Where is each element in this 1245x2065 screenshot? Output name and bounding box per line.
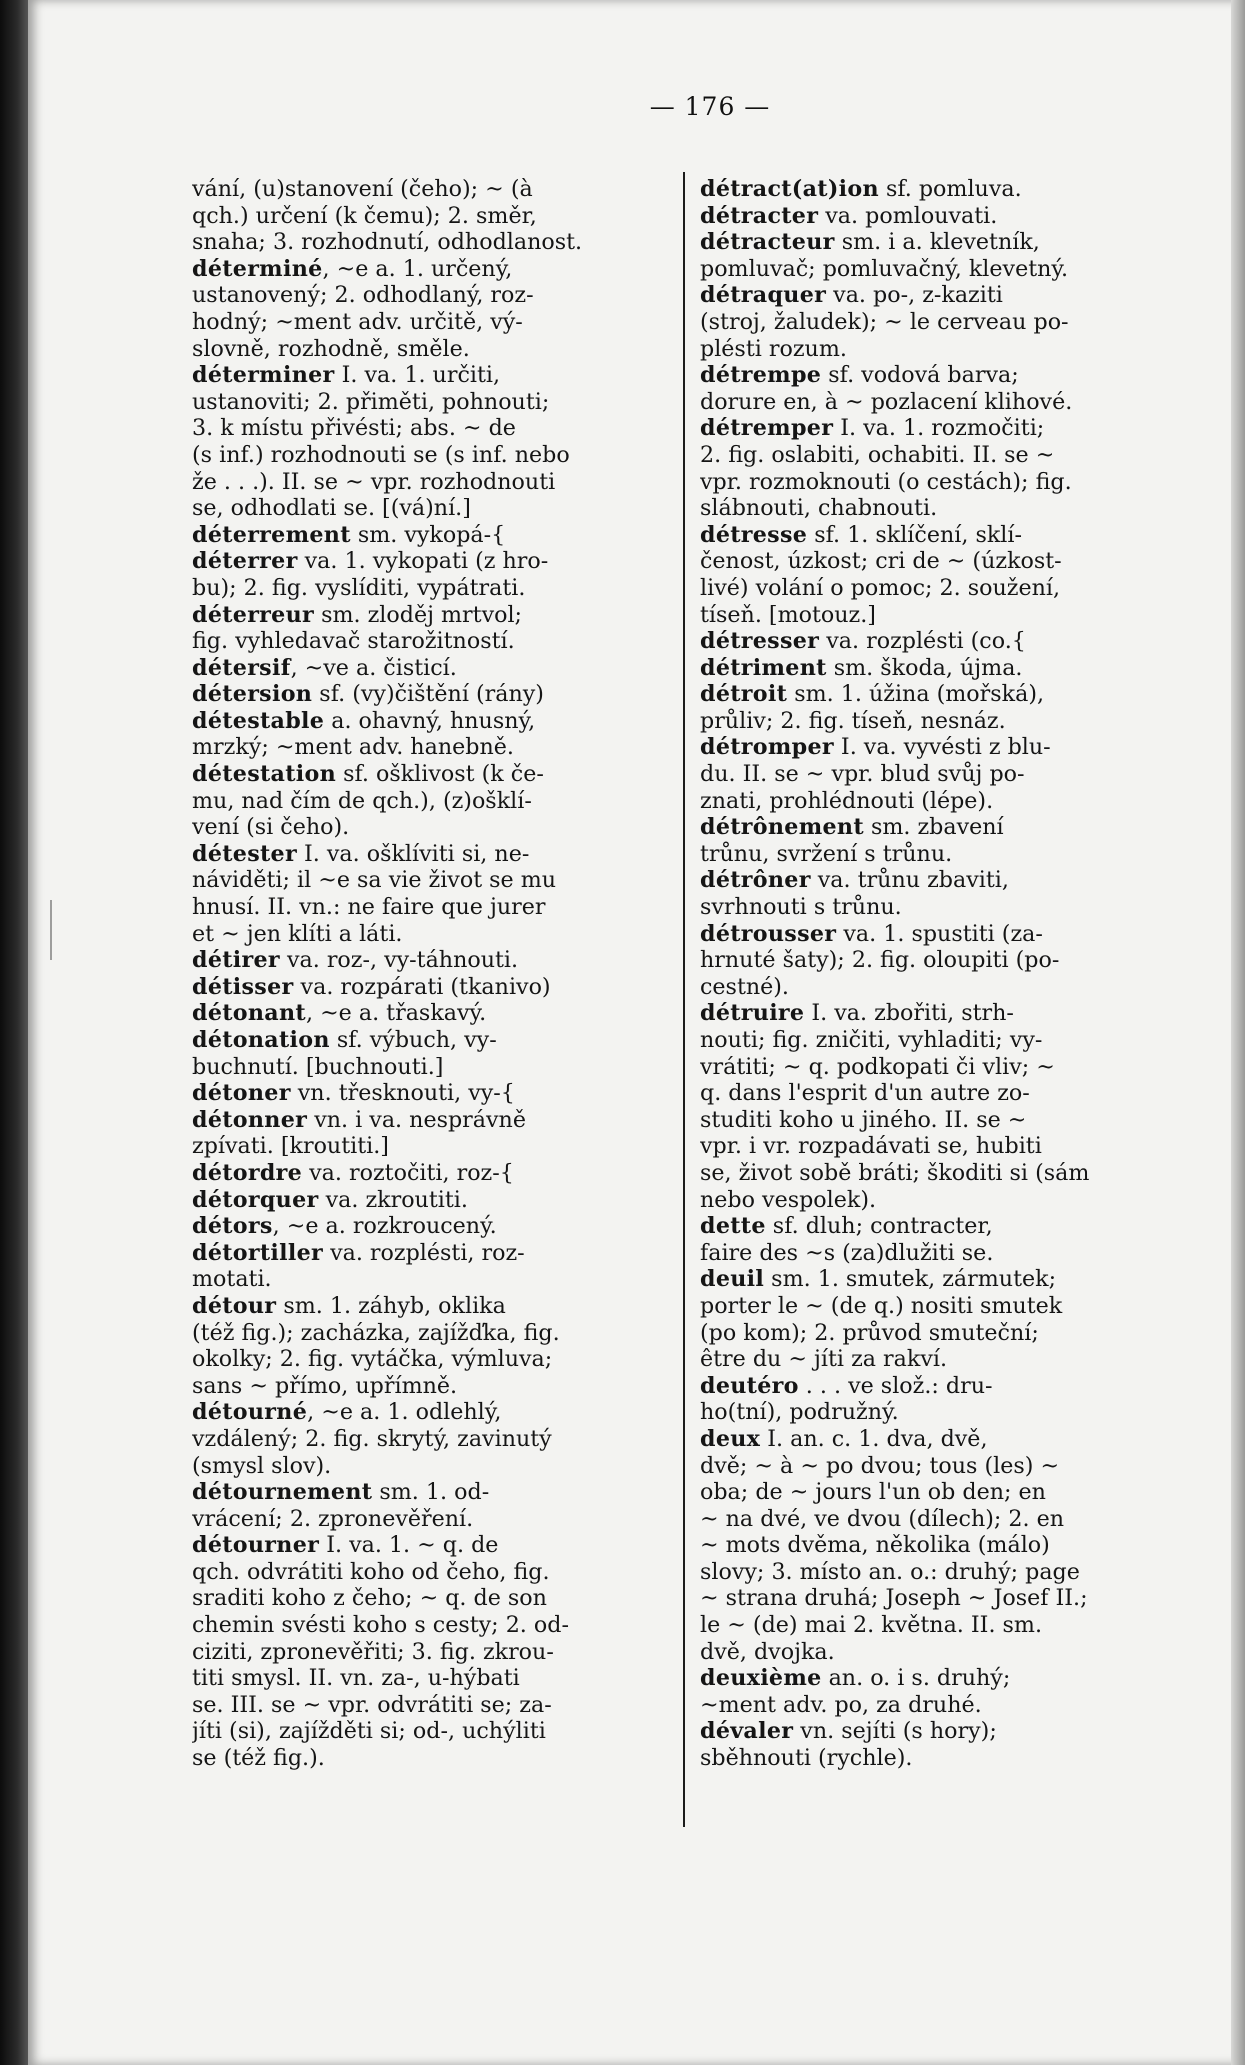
entry-line: mrzký; ~ment adv. hanebně. — [192, 734, 514, 761]
entry-line: dvě; ~ à ~ po dvou; tous (les) ~ — [700, 1452, 1060, 1479]
headword: détresser — [700, 628, 820, 655]
headword: détroit — [700, 681, 788, 708]
entry-line: détorquer va. zkroutiti. — [192, 1186, 468, 1213]
entry-line: čenost, úzkost; cri de ~ (úzkost- — [700, 548, 1062, 575]
column-divider — [683, 172, 685, 1827]
headword: détruire — [700, 1000, 805, 1027]
headword: détournement — [192, 1479, 373, 1506]
entry-line: détruire I. va. zbořiti, strh- — [700, 1000, 1014, 1027]
entry-line: détourné, ~e a. 1. odlehlý, — [192, 1399, 502, 1426]
headword: détrousser — [700, 920, 837, 947]
entry-line: détestable a. ohavný, hnusný, — [192, 707, 536, 734]
entry-line: se. III. se ~ vpr. odvrátiti se; za- — [192, 1691, 552, 1718]
entry-line: détremper I. va. 1. rozmočiti; — [700, 415, 1045, 442]
entry-line: dévaler vn. sejíti (s hory); — [700, 1718, 997, 1745]
margin-mark — [50, 900, 52, 960]
entry-line: détourner I. va. 1. ~ q. de — [192, 1532, 499, 1559]
entry-line: ~ strana druhá; Joseph ~ Josef II.; — [700, 1585, 1088, 1612]
entry-line: détrousser va. 1. spustiti (za- — [700, 920, 1043, 947]
entry-line: deutéro . . . ve slož.: dru- — [700, 1372, 993, 1399]
entry-line: détonation sf. výbuch, vy- — [192, 1027, 497, 1053]
entry-line: ~ mots dvěma, několika (málo) — [700, 1532, 1050, 1559]
entry-line: sběhnouti (rychle). — [700, 1745, 913, 1772]
entry-line: motati. — [192, 1266, 272, 1293]
entry-line: détrônement sm. zbavení — [700, 814, 1004, 841]
entry-line: détresse sf. 1. sklíčení, sklí- — [700, 521, 1022, 548]
headword: détremper — [700, 415, 834, 442]
headword: deux — [700, 1425, 761, 1452]
entry-line: détisser va. rozpárati (tkanivo) — [192, 973, 551, 1000]
entry-line: fig. vyhledavač starožitností. — [192, 628, 515, 655]
headword: détestation — [192, 761, 337, 788]
headword: déterreur — [192, 601, 315, 628]
entry-line: sans ~ přímo, upřímně. — [192, 1372, 458, 1399]
entry-line: znati, prohlédnouti (lépe). — [700, 787, 994, 814]
entry-line: deux I. an. c. 1. dva, dvě, — [700, 1425, 988, 1452]
entry-line: qch. odvrátiti koho od čeho, fig. — [192, 1558, 550, 1585]
entry-line: vzdálený; 2. fig. skrytý, zavinutý — [192, 1425, 552, 1452]
headword: détorquer — [192, 1186, 319, 1213]
left-column — [192, 176, 670, 1772]
entry-line: náviděti; il ~e sa vie život se mu — [192, 867, 557, 894]
headword: détresse — [700, 521, 808, 548]
entry-line: détriment sm. škoda, újma. — [700, 654, 1023, 681]
entry-line: détoner vn. třesknouti, vy-{ — [192, 1080, 515, 1107]
headword: déterminé — [192, 255, 323, 282]
headword: détromper — [700, 734, 834, 761]
headword: détrempe — [700, 362, 822, 389]
headword: détoner — [192, 1080, 291, 1107]
entry-line: nebo vespolek). — [700, 1186, 877, 1213]
entry-line: svrhnouti s trůnu. — [700, 894, 902, 921]
headword: détracteur — [700, 229, 835, 256]
entry-line: zpívati. [kroutiti.] — [192, 1133, 389, 1160]
entry-line: détors, ~e a. rozkroucený. — [192, 1213, 497, 1240]
entry-line: okolky; 2. fig. vytáčka, výmluva; — [192, 1346, 553, 1373]
entry-line: hodný; ~ment adv. určitě, vý- — [192, 308, 523, 335]
entry-line: q. dans l'esprit d'un autre zo- — [700, 1080, 1030, 1107]
headword: détourné — [192, 1399, 308, 1426]
entry-line: détraquer va. po-, z-kaziti — [700, 282, 1003, 309]
entry-line: détract(at)ion sf. pomluva. — [700, 176, 1022, 202]
entry-line: chemin svésti koho s cesty; 2. od- — [192, 1612, 569, 1639]
headword: détors — [192, 1213, 273, 1240]
entry-line: dette sf. dluh; contracter, — [700, 1213, 993, 1240]
entry-line: ustanoviti; 2. přiměti, pohnouti; — [192, 388, 550, 415]
entry-line: deuxième an. o. i s. druhý; — [700, 1665, 1011, 1692]
entry-line: vpr. i vr. rozpadávati se, hubiti — [700, 1133, 1042, 1160]
headword: deuil — [700, 1266, 765, 1293]
entry-line: détracter va. pomlouvati. — [700, 202, 998, 229]
headword: dette — [700, 1213, 766, 1240]
entry-line: ~ na dvé, ve dvou (dílech); 2. en — [700, 1505, 1065, 1532]
entry-line: détrôner va. trůnu zbaviti, — [700, 867, 1009, 894]
entry-line: déterreur sm. zloděj mrtvol; — [192, 601, 523, 628]
headword: détriment — [700, 654, 827, 681]
entry-line: snaha; 3. rozhodnutí, odhodlanost. — [192, 229, 583, 256]
headword: détracter — [700, 202, 819, 229]
entry-line: déterminer I. va. 1. určiti, — [192, 362, 501, 389]
entry-line: oba; de ~ jours l'un ob den; en — [700, 1479, 1046, 1506]
headword: détrônement — [700, 814, 864, 841]
headword: deutéro — [700, 1372, 799, 1399]
headword: déterrer — [192, 548, 298, 575]
headword: détersif — [192, 654, 291, 681]
entry-line: (po kom); 2. průvod smuteční; — [700, 1319, 1039, 1346]
entry-line: se, odhodlati se. [(vá)ní.] — [192, 495, 471, 522]
entry-line: buchnutí. [buchnouti.] — [192, 1053, 444, 1080]
entry-line: trůnu, svržení s trůnu. — [700, 840, 953, 867]
entry-line: ciziti, zpronevěřiti; 3. fig. zkrou- — [192, 1638, 554, 1665]
entry-line: déterminé, ~e a. 1. určený, — [192, 255, 513, 282]
entry-line: slovy; 3. místo an. o.: druhý; page — [700, 1558, 1080, 1585]
headword: détrôner — [700, 867, 811, 894]
entry-line: dvě, dvojka. — [700, 1638, 835, 1665]
entry-line: slovně, rozhodně, směle. — [192, 335, 470, 362]
entry-line: hrnuté šaty); 2. fig. oloupiti (po- — [700, 947, 1060, 974]
entry-line: déterrement sm. vykopá-{ — [192, 521, 506, 548]
headword: détraquer — [700, 282, 827, 309]
entry-line: ustanovený; 2. odhodlaný, roz- — [192, 282, 534, 309]
page-edge — [1231, 0, 1245, 2065]
book-binding-shadow — [0, 0, 28, 2065]
headword: détirer — [192, 947, 280, 974]
entry-line: hnusí. II. vn.: ne faire que jurer — [192, 894, 546, 921]
entry-line: porter le ~ (de q.) nositi smutek — [700, 1292, 1063, 1319]
entry-line: détestation sf. ošklivost (k če- — [192, 761, 544, 788]
headword: détonner — [192, 1106, 308, 1133]
right-column — [700, 176, 1182, 1772]
entry-line: studiti koho u jiného. II. se ~ — [700, 1106, 1027, 1133]
entry-line: détour sm. 1. záhyb, oklika — [192, 1292, 506, 1319]
entry-line: ~ment adv. po, za druhé. — [700, 1691, 982, 1718]
entry-line: livé) volání o pomoc; 2. soužení, — [700, 574, 1061, 601]
entry-line: plésti rozum. — [700, 335, 847, 362]
entry-line: (s inf.) rozhodnouti se (s inf. nebo — [192, 441, 570, 468]
entry-line: le ~ (de) mai 2. května. II. sm. — [700, 1612, 1043, 1639]
entry-line: détrempe sf. vodová barva; — [700, 362, 1019, 389]
headword: détordre — [192, 1159, 303, 1186]
entry-line: pomluvač; pomluvačný, klevetný. — [700, 255, 1069, 282]
entry-line: détortiller va. rozplésti, roz- — [192, 1239, 525, 1266]
entry-line: slábnouti, chabnouti. — [700, 495, 938, 522]
entry-line: vpr. rozmoknouti (o cestách); fig. — [700, 468, 1072, 495]
page-number: — 176 — — [649, 92, 771, 121]
entry-line: titi smysl. II. vn. za-, u-hýbati — [192, 1665, 520, 1692]
entry-line: (stroj, žaludek); ~ le cerveau po- — [700, 308, 1069, 335]
headword: détract(at)ion — [700, 176, 879, 202]
entry-line: détordre va. roztočiti, roz-{ — [192, 1159, 514, 1186]
entry-line: être du ~ jíti za rakví. — [700, 1346, 947, 1373]
entry-line: vení (si čeho). — [192, 814, 350, 841]
entry-line: jíti (si), zajížděti si; od-, uchýliti — [192, 1718, 546, 1745]
entry-line: détonner vn. i va. nesprávně — [192, 1106, 526, 1133]
entry-line: détersif, ~ve a. čisticí. — [192, 654, 457, 681]
headword: dévaler — [700, 1718, 794, 1745]
entry-line: détonant, ~e a. třaskavý. — [192, 1000, 487, 1027]
entry-line: se, život sobě bráti; škoditi si (sám — [700, 1159, 1090, 1186]
headword: détersion — [192, 681, 313, 708]
entry-line: 3. k místu přivésti; abs. ~ de — [192, 415, 516, 442]
entry-line: détirer va. roz-, vy-táhnouti. — [192, 947, 519, 974]
headword: détonant — [192, 1000, 306, 1027]
headword: détestable — [192, 707, 325, 734]
entry-line: průliv; 2. fig. tíseň, nesnáz. — [700, 707, 1006, 734]
entry-line: détromper I. va. vyvésti z blu- — [700, 734, 1051, 761]
entry-line: deuil sm. 1. smutek, zármutek; — [700, 1266, 1057, 1293]
entry-line: tíseň. [motouz.] — [700, 601, 876, 628]
entry-line: nouti; fig. zničiti, vyhladiti; vy- — [700, 1027, 1043, 1053]
entry-line: déterrer va. 1. vykopati (z hro- — [192, 548, 549, 575]
entry-line: 2. fig. oslabiti, ochabiti. II. se ~ — [700, 441, 1055, 468]
entry-line: sraditi koho z čeho; ~ q. de son — [192, 1585, 547, 1612]
headword: deuxième — [700, 1665, 822, 1692]
entry-line: qch.) určení (k čemu); 2. směr, — [192, 202, 537, 229]
entry-line: détresser va. rozplésti (co.{ — [700, 628, 1026, 655]
entry-line: mu, nad čím de qch.), (z)ošklí- — [192, 787, 532, 814]
headword: détester — [192, 840, 297, 867]
entry-line: détournement sm. 1. od- — [192, 1479, 490, 1506]
entry-line: (též fig.); zacházka, zajížďka, fig. — [192, 1319, 560, 1346]
entry-line: détroit sm. 1. úžina (mořská), — [700, 681, 1045, 708]
headword: détonation — [192, 1027, 330, 1053]
entry-line: vrátiti; ~ q. podkopati či vliv; ~ — [700, 1053, 1055, 1080]
entry-line: et ~ jen klíti a láti. — [192, 920, 403, 947]
entry-line: détracteur sm. i a. klevetník, — [700, 229, 1040, 256]
entry-line: vání, (u)stanovení (čeho); ~ (à — [192, 176, 533, 202]
entry-line: (smysl slov). — [192, 1452, 332, 1479]
entry-line: du. II. se ~ vpr. blud svůj po- — [700, 761, 1025, 788]
entry-line: faire des ~s (za)dlužiti se. — [700, 1239, 994, 1266]
entry-line: détersion sf. (vy)čištění (rány) — [192, 681, 544, 708]
headword: déterrement — [192, 521, 351, 548]
entry-line: vrácení; 2. zpronevěření. — [192, 1505, 474, 1532]
headword: déterminer — [192, 362, 335, 389]
entry-line: dorure en, à ~ pozlacení klihové. — [700, 388, 1073, 415]
entry-line: bu); 2. fig. vyslíditi, vypátrati. — [192, 574, 526, 601]
entry-line: že . . .). II. se ~ vpr. rozhodnouti — [192, 468, 556, 495]
entry-line: détester I. va. ošklíviti si, ne- — [192, 840, 530, 867]
entry-line: se (též fig.). — [192, 1745, 325, 1772]
entry-line: ho(tní), podružný. — [700, 1399, 899, 1426]
headword: détourner — [192, 1532, 320, 1559]
headword: détisser — [192, 973, 294, 1000]
headword: détour — [192, 1292, 277, 1319]
headword: détortiller — [192, 1239, 324, 1266]
entry-line: cestné). — [700, 973, 789, 1000]
